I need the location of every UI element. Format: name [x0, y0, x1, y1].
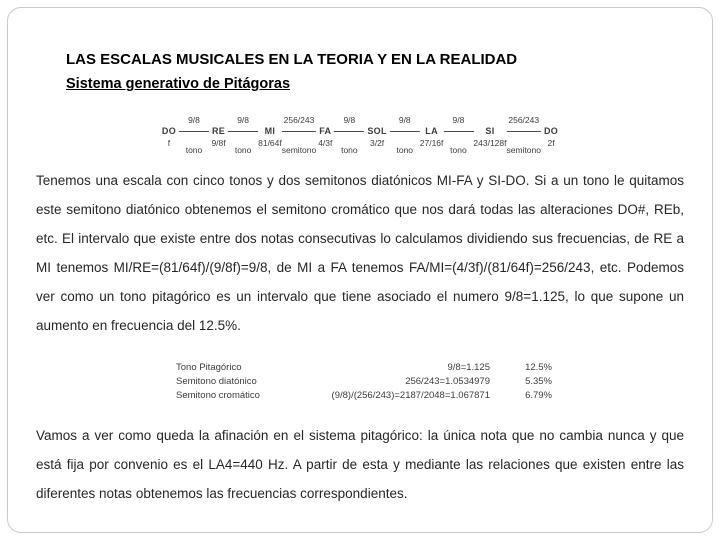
note-cell: [473, 113, 506, 163]
interval-ratio: 9/8: [237, 115, 250, 125]
note-frequency: 3/2f: [369, 138, 385, 148]
interval-cell: [507, 113, 542, 163]
note-frequency: f: [167, 138, 171, 148]
note-name: DO: [161, 126, 176, 136]
note-name: FA: [319, 126, 332, 136]
spacer: [541, 113, 561, 125]
interval-ratio: 256/243: [283, 115, 315, 125]
interval-cell: [443, 113, 473, 163]
interval-ratio: 9/8: [398, 115, 411, 125]
note-cell: [420, 113, 444, 163]
note-cell: [364, 113, 389, 163]
note-cell: [541, 113, 561, 163]
interval-cell: [334, 113, 364, 163]
pythagorean-scale-diagram: [159, 113, 561, 163]
note-name: DO: [544, 126, 559, 136]
spacer: [159, 113, 179, 125]
table-row-percent: 5.35%: [525, 376, 552, 387]
slide-title: LAS ESCALAS MUSICALES EN LA TEORIA Y EN LA REALIDAD: [66, 51, 518, 68]
table-row-formula: 9/8=1.125: [447, 362, 490, 373]
spacer: [209, 113, 228, 125]
note-name: LA: [425, 126, 438, 136]
note-frequency: 243/128f: [473, 138, 507, 148]
spacer: [420, 113, 444, 125]
note-name: RE: [212, 126, 226, 136]
note-cell: [258, 113, 282, 163]
interval-cell: [282, 113, 317, 163]
note-cell: [209, 113, 228, 163]
interval-type: tono: [185, 145, 203, 155]
spacer: [316, 113, 334, 125]
table-row-label: Semitono cromático: [176, 390, 260, 401]
interval-cell: [390, 113, 420, 163]
note-name: SOL: [367, 126, 387, 136]
spacer: [364, 113, 389, 125]
interval-ratio: 9/8: [343, 115, 356, 125]
note-frequency: 4/3f: [318, 138, 333, 148]
interval-cell: [179, 113, 209, 163]
spacer: [473, 113, 506, 125]
interval-type: tono: [450, 145, 467, 155]
interval-type: tono: [396, 145, 414, 155]
interval-line: [390, 131, 420, 132]
interval-type: semitono: [506, 145, 541, 155]
table-row-percent: 6.79%: [525, 390, 552, 401]
interval-ratio: 9/8: [452, 115, 465, 125]
table-row-label: Semitono diatónico: [176, 376, 257, 387]
table-row-formula: 256/243=1.0534979: [405, 376, 490, 387]
spacer: [258, 113, 282, 125]
interval-line: [228, 131, 258, 132]
interval-line: [179, 131, 209, 132]
interval-line: [507, 131, 542, 132]
interval-type: tono: [234, 145, 252, 155]
note-name: MI: [264, 126, 276, 136]
table-row-percent: 12.5%: [525, 362, 552, 373]
interval-line: [282, 131, 317, 132]
paragraph-scale-explanation: Tenemos una escala con cinco tonos y dos semitonos diatónicos MI-FA y SI-DO. Si a un tono le quitamos este semitono diatónico obtenemos el semitono cromático que nos dará todas las alteraciones DO#, REb, etc. El intervalo que existe entre dos notas consecutivas lo calculamos dividiendo sus frecuencias, de RE a MI tenemos MI/RE=(81/64f)/(9/8f)=9/8, de MI a FA tenemos FA/MI=(4/3f)/(81/64f)=256/243, etc. Podemos ver como un tono pitagórico es un intervalo que tiene asociado el numero 9/8=1.125, lo que supone un aumento en frecuencia del 12.5%.: [36, 173, 684, 333]
interval-ratio: 9/8: [188, 115, 200, 125]
interval-table: [176, 361, 552, 403]
interval-line: [334, 131, 364, 132]
interval-type: tono: [341, 145, 358, 155]
note-frequency: 2f: [547, 138, 555, 148]
interval-ratio: 256/243: [508, 115, 540, 125]
paragraph-tuning-explanation: Vamos a ver como queda la afinación en el sistema pitagórico: la única nota que no cambia nunca y que está fija por convenio es el LA4=440 Hz. A partir de esta y mediante las relaciones que existen entre las diferentes notas obtenemos las frecuencias correspondientes.: [36, 428, 684, 501]
interval-line: [443, 131, 473, 132]
note-frequency: 9/8f: [211, 138, 226, 148]
table-row-formula: (9/8)/(256/243)=2187/2048=1.067871: [331, 390, 490, 401]
slide-subtitle: Sistema generativo de Pitágoras: [66, 76, 291, 92]
note-name: SI: [485, 126, 495, 136]
note-cell: [316, 113, 334, 163]
interval-type: semitono: [281, 145, 317, 155]
note-cell: [159, 113, 179, 163]
interval-cell: [228, 113, 258, 163]
note-frequency: 27/16f: [419, 138, 444, 148]
note-frequency: 81/64f: [258, 138, 282, 148]
table-row-label: Tono Pitagórico: [176, 362, 242, 373]
